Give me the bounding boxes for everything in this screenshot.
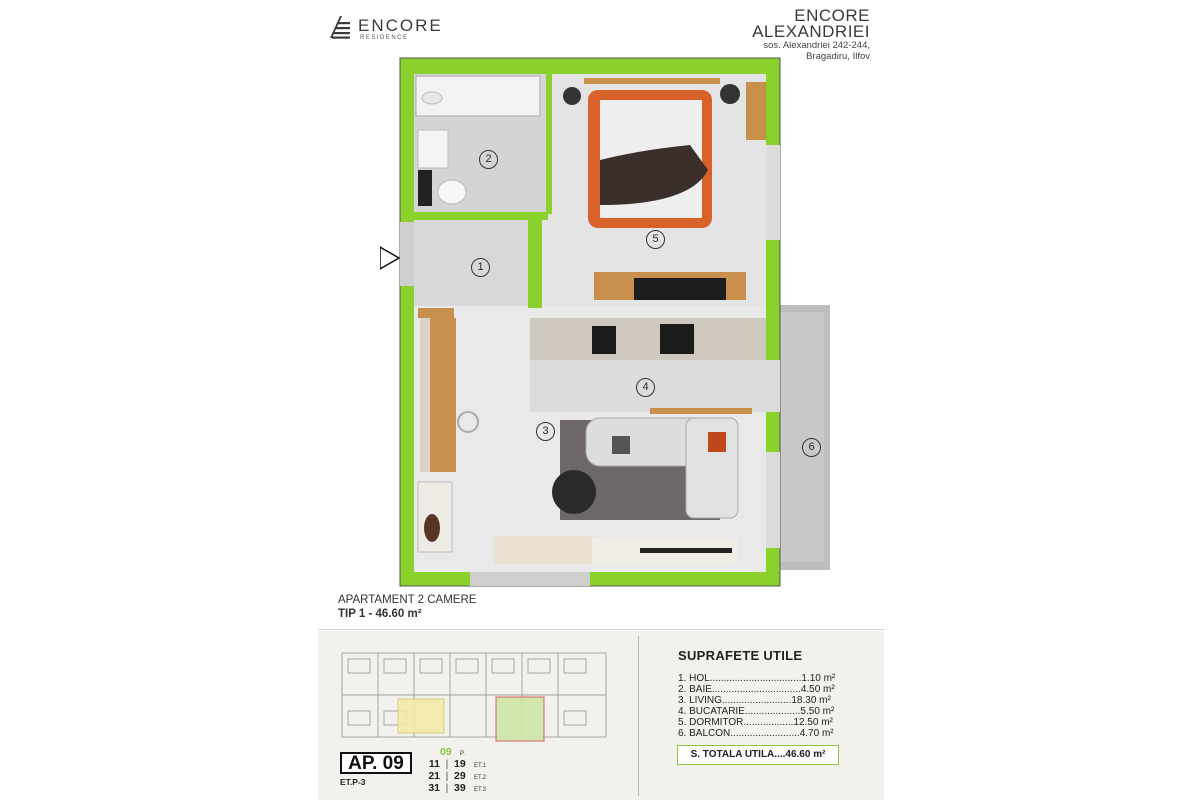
coffee-table bbox=[552, 470, 596, 514]
apartment-type: TIP 1 - 46.60 m² bbox=[338, 608, 422, 620]
key-plan-neighbor-highlight bbox=[398, 699, 444, 733]
room-marker-2: 2 bbox=[479, 150, 498, 169]
floor-row: 09 P. bbox=[440, 746, 465, 758]
tv-unit bbox=[494, 536, 594, 564]
logo-mark-icon bbox=[328, 14, 352, 40]
apartment-title: APARTAMENT 2 CAMERE bbox=[338, 594, 477, 606]
area-row-baie: 2. BAIE................................4.50 m² bbox=[678, 684, 835, 695]
apartment-info bbox=[338, 594, 476, 620]
encore-logo bbox=[328, 12, 448, 42]
project-title-1: ENCORE bbox=[794, 6, 870, 25]
logo-sub: RESIDENCE bbox=[360, 35, 409, 41]
room-marker-6: 6 bbox=[802, 438, 821, 457]
floor-row: 11 | 19 ET.1 bbox=[428, 758, 487, 770]
project-header bbox=[752, 8, 870, 62]
project-address-1: sos. Alexandriei 242-244, bbox=[763, 40, 870, 51]
area-row-hol: 1. HOL.................................1.10 m² bbox=[678, 673, 836, 684]
apartment-number-badge: AP. 09 bbox=[340, 752, 412, 774]
project-address-2: Bragadiru, Ilfov bbox=[806, 51, 870, 62]
area-row-dormitor: 5. DORMITOR..................12.50 m² bbox=[678, 717, 833, 728]
vertical-divider bbox=[638, 636, 639, 796]
room-marker-3: 3 bbox=[536, 422, 555, 441]
area-row-living: 3. LIVING.........................18.30 m² bbox=[678, 695, 831, 706]
logo-name: ENCORE bbox=[358, 16, 443, 35]
kitchen-counter bbox=[530, 318, 766, 360]
room-marker-1: 1 bbox=[471, 258, 490, 277]
section-divider bbox=[318, 629, 884, 630]
room-marker-4: 4 bbox=[636, 378, 655, 397]
area-row-balcon: 6. BALCON.........................4.70 m² bbox=[678, 728, 834, 739]
key-plan-current-unit bbox=[496, 697, 544, 741]
total-area: S. TOTALA UTILA....46.60 m² bbox=[677, 745, 839, 765]
floor-plan bbox=[380, 55, 840, 595]
areas-list bbox=[678, 648, 835, 739]
project-title-2: ALEXANDRIEI bbox=[752, 22, 870, 41]
room-marker-5: 5 bbox=[646, 230, 665, 249]
floor-numbers bbox=[420, 746, 486, 794]
ground-unit-number: 09 bbox=[440, 746, 452, 758]
floor-row: 31 | 39 ET.3 bbox=[428, 782, 487, 794]
key-plan bbox=[338, 645, 610, 745]
floor-range: ET.P-3 bbox=[340, 777, 366, 787]
entrance-arrow-icon bbox=[380, 247, 399, 269]
areas-title: SUPRAFETE UTILE bbox=[678, 648, 803, 663]
area-row-bucatarie: 4. BUCATARIE....................5.50 m² bbox=[678, 706, 835, 717]
floor-row: 21 | 29 ET.2 bbox=[428, 770, 487, 782]
